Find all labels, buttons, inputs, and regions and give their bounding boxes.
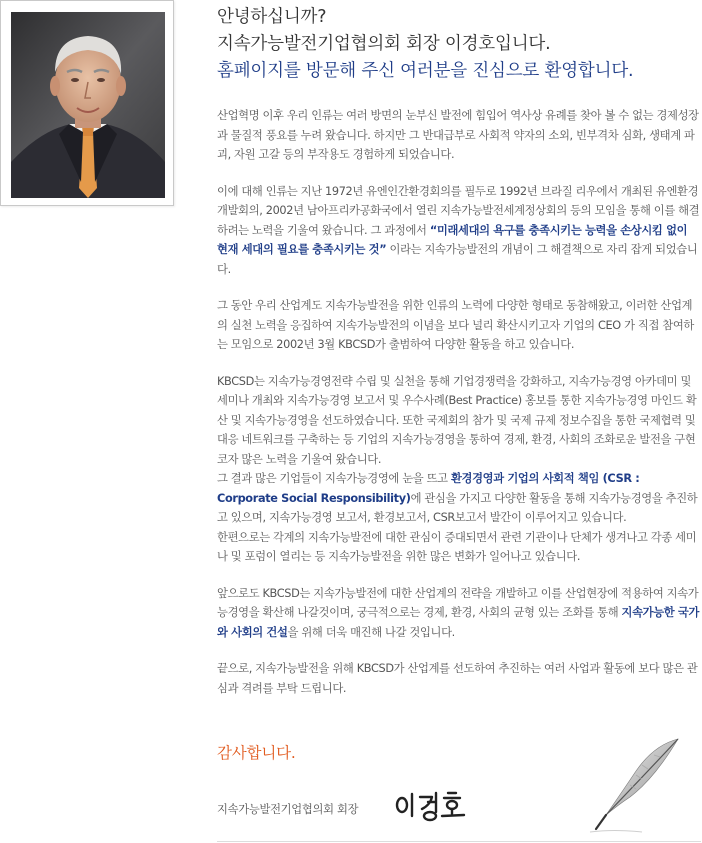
paragraph-5: [217, 584, 701, 643]
paragraph-4-text-b: 그 결과 많은 기업들이 지속가능경영에 눈을 뜨고: [217, 472, 451, 485]
quill-pen-icon: [584, 735, 684, 835]
paragraph-3-text: 그 동안 우리 산업계도 지속가능발전을 위한 인류의 노력에 다양한 형태로 동참해왔고, 이러한 산업계의 실천 노력을 응집하여 지속가능발전의 이념을 보다 널리 확산시키고자 기업의 CEO 가 직접 참여하는 모임으로 2002년 3월 KBCSD가 출범하여 다양한 활동을 하고 있습니다.: [217, 299, 694, 351]
greeting-heading: [217, 4, 697, 85]
paragraph-6-text: 끝으로, 지속가능발전을 위해 KBCSD가 산업계를 선도하여 추진하는 여러 사업과 활동에 보다 많은 관심과 격려를 부탁 드립니다.: [217, 662, 698, 695]
portrait-frame: [0, 0, 174, 206]
paragraph-5-text-b: 을 위해 더욱 매진해 나갈 것입니다.: [287, 625, 455, 639]
thanks-text: 감사합니다.: [217, 744, 296, 762]
bottom-divider: [217, 841, 701, 842]
paragraph-4: [217, 372, 701, 567]
paragraph-4-text-d: 한편으로는 각계의 지속가능발전에 대한 관심이 증대되면서 관련 기관이나 단체가 생겨나고 각종 세미나 및 포럼이 열리는 등 지속가능발전을 위한 많은 변화가 일어나고 있습니다.: [217, 530, 697, 563]
greeting-line-1: 안녕하십니까?: [217, 7, 327, 27]
paragraph-1: [217, 106, 701, 165]
paragraph-4-text-a: KBCSD는 지속가능경영전략 수립 및 실천을 통해 기업경쟁력을 강화하고, 지속가능경영 아카데미 및 세미나 개최와 지속가능경영 보고서 및 우수사례(Best Practice) 홍보를 통한 지속가능경영 마인드 확산 및 지속가능경영을 선도하였습니다. 또한 국제회의 참가 및 국제 규제 정보수집을 통한 국제협력 및 대응 네트워크를 구축하는 등 기업의 지속가능경영을 통하여 경제, 환경, 사회의 조화로운 발전을 구현코자 많은 노력을 기울여 왔습니다.: [217, 374, 697, 466]
sustainability-definition-highlight: “미래세대의 욕구를 충족시키는 능력을 손상시킴 없이 현재 세대의 필요를 충족시키는 것”: [217, 223, 688, 256]
signer-title: 지속가능발전기업협의회 회장: [217, 803, 359, 816]
paragraph-2-text-b: 이라는 지속가능발전의 개념이 그 해결책으로 자리 잡게 되었습니다.: [217, 243, 698, 276]
paragraph-5-text-a: 앞으로도 KBCSD는 지속가능발전에 대한 산업계의 전략을 개발하고 이를 산업현장에 적용하여 지속가능경영을 확산해 나갈것이며, 궁극적으로는 경제, 환경, 사회의 균형 있는 조화를 통해: [217, 586, 699, 619]
paragraph-2-text-a: 이에 대해 인류는 지난 1972년 유엔인간환경회의를 필두로 1992년 브라질 리우에서 개최된 유엔환경개발회의, 2002년 남아프리카공화국에서 열린 지속가능발전세계정상회의 등의 모임을 통해 이를 해결하려는 노력을 기울여 왔습니다. 그 과정에서: [217, 184, 700, 237]
paragraph-6: [217, 659, 701, 698]
paragraph-1-text: 산업혁명 이후 우리 인류는 여러 방면의 눈부신 발전에 힘입어 역사상 유례를 찾아 볼 수 없는 경제성장과 물질적 풍요를 누려 왔습니다. 하지만 그 반대급부로 사회적 약자의 소외, 빈부격차 심화, 생태계 파괴, 자원 고갈 등의 부작용도 경험하게 되었습니다.: [217, 109, 699, 161]
paragraph-2: [217, 182, 701, 280]
handwritten-signature: [392, 785, 472, 825]
greeting-line-2: 지속가능발전기업협의회 회장 이경호입니다.: [217, 34, 551, 54]
message-body: [217, 106, 701, 698]
sustainable-nation-highlight: 지속가능한 국가와 사회의 건설: [217, 606, 700, 639]
portrait-illustration: [11, 12, 165, 198]
paragraph-3: [217, 296, 701, 355]
paragraph-4-text-c: 에 관심을 가지고 다양한 활동을 통해 지속가능경영을 추진하고 있으며, 지속가능경영 보고서, 환경보고서, CSR보고서 발간이 이루어지고 있습니다.: [217, 491, 698, 524]
greeting-welcome: 홈페이지를 방문해 주신 여러분을 진심으로 환영합니다.: [217, 61, 634, 81]
chairman-portrait: [11, 12, 165, 198]
csr-highlight: 환경경영과 기업의 사회적 책임 (CSR : Corporate Social Responsibility): [217, 472, 640, 505]
